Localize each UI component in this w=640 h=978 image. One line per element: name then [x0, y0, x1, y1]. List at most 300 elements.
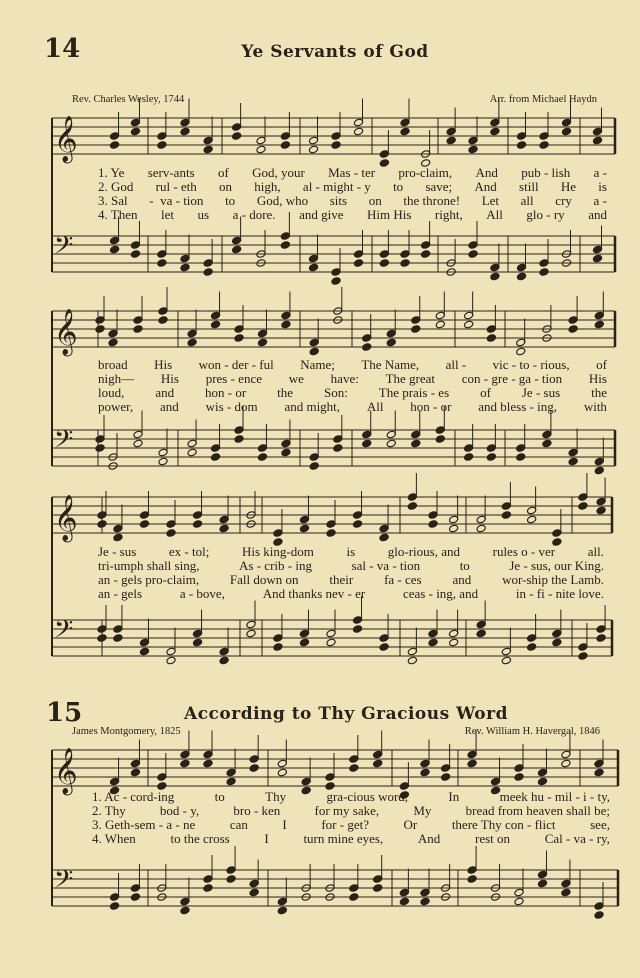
lyric-syllable: us — [197, 207, 210, 222]
verse-line-2 — [92, 804, 610, 818]
lyric-syllable: fa - ces — [384, 572, 422, 587]
lyric-syllable: wor-ship the Lamb. — [502, 572, 604, 587]
lyric-syllable: Je - sus, our King. — [509, 558, 604, 573]
note-head — [514, 773, 524, 782]
note-head — [157, 141, 167, 150]
note-head — [399, 897, 409, 906]
note-head — [352, 520, 362, 529]
lyric-syllable: an - gels pro-claim, — [98, 572, 200, 587]
lyric-syllable: His — [154, 357, 173, 372]
note-head — [411, 439, 421, 448]
lyric-syllable: Mas - ter — [328, 165, 376, 180]
verse-line-1 — [98, 545, 604, 559]
note-head — [352, 625, 362, 634]
lyric-syllable: an - gels — [98, 586, 143, 601]
note-head — [379, 643, 389, 652]
note-head — [157, 259, 167, 268]
note-head — [514, 897, 524, 906]
lyric-syllable: right, — [434, 207, 463, 222]
lyric-syllable: in - fi - nite love. — [515, 586, 604, 601]
lyric-syllable: 2. God — [98, 179, 134, 194]
note-head — [516, 272, 526, 281]
note-head — [594, 768, 604, 777]
lyrics-block — [92, 790, 610, 846]
lyrics-block — [98, 358, 607, 414]
note-head — [97, 520, 107, 529]
lyric-syllable: for - get? — [321, 817, 369, 832]
note-head — [108, 338, 118, 347]
note-head — [373, 759, 383, 768]
note-head — [539, 268, 549, 277]
lyric-syllable: and bless - ing, — [478, 399, 557, 414]
lyric-syllable: of — [217, 165, 229, 180]
note-head — [273, 643, 283, 652]
lyric-syllable: and — [160, 399, 179, 414]
note-head — [203, 884, 213, 893]
bass-clef-icon: 𝄢 — [54, 425, 74, 460]
lyric-syllable: Thy — [265, 789, 287, 804]
note-head — [379, 259, 389, 268]
verse-line-1 — [92, 790, 610, 804]
note-head — [277, 768, 287, 777]
note-head — [349, 764, 359, 773]
note-head — [280, 141, 290, 150]
note-head — [594, 466, 604, 475]
note-head — [561, 888, 571, 897]
note-head — [568, 325, 578, 334]
note-head — [187, 338, 197, 347]
lyric-syllable: hon - or — [205, 385, 247, 400]
note-head — [362, 439, 372, 448]
note-head — [95, 325, 105, 334]
note-head — [467, 759, 477, 768]
note-head — [234, 334, 244, 343]
lyric-syllable: high, — [254, 179, 281, 194]
lyric-syllable: rest on — [475, 831, 511, 846]
note-head — [326, 638, 336, 647]
lyric-syllable: Son: — [323, 385, 348, 400]
note-head — [95, 444, 105, 453]
verse-line-4 — [98, 400, 607, 414]
note-head — [400, 127, 410, 136]
lyric-syllable: of — [596, 357, 607, 372]
lyric-syllable: the throne! — [403, 193, 461, 208]
lyric-syllable: and — [155, 385, 175, 400]
lyric-syllable: Je - sus — [98, 544, 137, 559]
note-head — [308, 145, 318, 154]
note-head — [166, 529, 176, 538]
note-head — [420, 768, 430, 777]
note-head — [373, 884, 383, 893]
note-head — [219, 656, 229, 665]
lyric-syllable: vic - to - rious, — [492, 357, 570, 372]
note-head — [468, 250, 478, 259]
lyric-syllable: pro-claim, — [398, 165, 453, 180]
note-head — [516, 347, 526, 356]
note-head — [232, 245, 242, 254]
note-head — [257, 338, 267, 347]
note-head — [592, 136, 602, 145]
lyrics-block — [98, 166, 607, 222]
note-head — [192, 638, 202, 647]
lyric-syllable: a - — [593, 165, 607, 180]
lyric-syllable: His — [160, 371, 179, 386]
note-head — [596, 506, 606, 515]
note-head — [353, 127, 363, 136]
note-head — [333, 444, 343, 453]
verse-line-2 — [98, 372, 607, 386]
note-head — [299, 638, 309, 647]
verse-line-4 — [92, 832, 610, 846]
bass-clef-icon: 𝄢 — [54, 231, 74, 266]
lyric-syllable: pub - lish — [521, 165, 571, 180]
lyric-syllable: a - — [593, 193, 607, 208]
note-head — [486, 334, 496, 343]
lyric-syllable: sal - va - tion — [351, 558, 421, 573]
note-head — [476, 524, 486, 533]
note-head — [203, 145, 213, 154]
lyric-syllable: with — [583, 399, 607, 414]
note-head — [476, 629, 486, 638]
note-head — [113, 634, 123, 643]
note-head — [203, 759, 213, 768]
note-head — [109, 141, 119, 150]
lyric-syllable: their — [329, 572, 354, 587]
lyric-syllable: on — [219, 179, 233, 194]
note-head — [435, 435, 445, 444]
lyric-syllable: broad — [98, 357, 128, 372]
lyric-syllable: gra-cious word, — [326, 789, 409, 804]
lyric-syllable: Cal - va - ry, — [544, 831, 610, 846]
lyric-syllable: bread from heaven shall be; — [465, 803, 610, 818]
lyric-syllable: to the cross — [170, 831, 230, 846]
note-head — [468, 145, 478, 154]
lyric-syllable: Name; — [300, 357, 335, 372]
note-head — [249, 764, 259, 773]
note-head — [226, 777, 236, 786]
verse-line-3 — [92, 818, 610, 832]
note-head — [257, 453, 267, 462]
bass-clef-icon: 𝄢 — [54, 615, 74, 650]
note-head — [133, 439, 143, 448]
lyric-syllable: nigh— — [98, 371, 135, 386]
lyric-syllable: all — [520, 193, 534, 208]
lyric-syllable: is — [598, 179, 607, 194]
note-head — [256, 145, 266, 154]
note-head — [210, 453, 220, 462]
note-head — [187, 448, 197, 457]
lyric-syllable: to — [214, 789, 225, 804]
hymn-number: 14 — [44, 34, 81, 64]
lyric-syllable: ceas - ing, and — [403, 586, 479, 601]
note-head — [362, 343, 372, 352]
treble-clef-icon: 𝄞 — [54, 116, 78, 162]
lyric-syllable: is — [346, 544, 356, 559]
note-head — [331, 277, 341, 286]
treble-clef-icon: 𝄞 — [54, 309, 78, 355]
note-head — [281, 448, 291, 457]
lyric-syllable: and — [588, 207, 607, 222]
lyric-syllable: God, who — [256, 193, 309, 208]
note-head — [246, 629, 256, 638]
lyric-syllable: The great — [385, 371, 436, 386]
note-head — [113, 533, 123, 542]
note-head — [592, 254, 602, 263]
note-head — [232, 132, 242, 141]
lyric-syllable: 4. Then — [98, 207, 138, 222]
lyric-syllable: loud, — [98, 385, 125, 400]
lyric-syllable: save; — [425, 179, 453, 194]
note-head — [464, 320, 474, 329]
lyric-syllable: to — [225, 193, 236, 208]
words-credit: James Montgomery, 1825 — [72, 726, 181, 737]
note-head — [281, 320, 291, 329]
lyric-syllable: to — [459, 558, 470, 573]
lyric-syllable: still — [519, 179, 539, 194]
note-head — [226, 875, 236, 884]
verse-line-3 — [98, 386, 607, 400]
lyric-syllable: to — [393, 179, 404, 194]
note-head — [537, 777, 547, 786]
note-head — [407, 502, 417, 511]
note-head — [428, 520, 438, 529]
note-head — [308, 263, 318, 272]
note-head — [542, 439, 552, 448]
note-head — [349, 893, 359, 902]
note-head — [166, 656, 176, 665]
note-head — [203, 268, 213, 277]
lyric-syllable: His king-dom — [241, 544, 314, 559]
note-head — [133, 325, 143, 334]
lyric-syllable: As - crib - ing — [239, 558, 312, 573]
note-head — [234, 435, 244, 444]
note-head — [309, 347, 319, 356]
music-credit: Rev. William H. Havergal, 1846 — [464, 726, 600, 737]
lyric-syllable: And thanks nev - er — [262, 586, 366, 601]
note-head — [578, 502, 588, 511]
note-head — [353, 259, 363, 268]
lyric-syllable: on — [368, 193, 382, 208]
note-head — [326, 529, 336, 538]
note-head — [449, 524, 459, 533]
treble-clef-icon: 𝄞 — [54, 748, 78, 794]
note-head — [490, 127, 500, 136]
lyric-syllable: turn mine eyes, — [303, 831, 384, 846]
lyric-syllable: hon - or — [410, 399, 452, 414]
note-head — [428, 638, 438, 647]
lyric-syllable: 4. When — [92, 831, 136, 846]
note-head — [561, 759, 571, 768]
note-head — [568, 457, 578, 466]
note-head — [180, 759, 190, 768]
lyric-syllable: and — [452, 572, 472, 587]
lyric-syllable: bod - y, — [159, 803, 200, 818]
lyric-syllable: a - bove, — [179, 586, 225, 601]
note-head — [277, 906, 287, 915]
note-head — [435, 320, 445, 329]
note-head — [130, 250, 140, 259]
lyric-syllable: - va - tion — [149, 193, 204, 208]
treble-clef-icon: 𝄞 — [54, 495, 78, 541]
note-head — [407, 656, 417, 665]
lyric-syllable: 3. Sal — [98, 193, 128, 208]
hymn-number: 15 — [46, 698, 83, 728]
note-head — [486, 453, 496, 462]
lyric-syllable: glo-rious, and — [387, 544, 460, 559]
lyric-syllable: I — [264, 831, 269, 846]
lyric-syllable: 1. Ye — [98, 165, 125, 180]
bass-clef-icon: 𝄢 — [54, 865, 74, 900]
lyric-syllable: have: — [330, 371, 359, 386]
lyric-syllable: pres - ence — [205, 371, 262, 386]
note-head — [180, 263, 190, 272]
note-head — [180, 127, 190, 136]
note-head — [97, 634, 107, 643]
note-head — [192, 520, 202, 529]
note-head — [379, 533, 389, 542]
lyric-syllable: we — [288, 371, 304, 386]
lyrics-block — [98, 545, 604, 601]
verse-line-3 — [98, 573, 604, 587]
lyric-syllable: cry — [555, 193, 572, 208]
lyric-syllable: tri-umph shall sing, — [98, 558, 200, 573]
note-head — [420, 897, 430, 906]
lyric-syllable: and might, — [284, 399, 341, 414]
note-head — [501, 511, 511, 520]
note-head — [578, 652, 588, 661]
note-head — [516, 141, 526, 150]
note-head — [539, 141, 549, 150]
lyric-syllable: And — [474, 179, 497, 194]
lyric-syllable: All — [366, 399, 384, 414]
note-head — [309, 462, 319, 471]
note-head — [180, 906, 190, 915]
music-credit: Arr. from Michael Haydn — [489, 94, 597, 105]
note-head — [219, 524, 229, 533]
lyric-syllable: al - might - y — [302, 179, 371, 194]
note-head — [594, 911, 604, 920]
note-head — [596, 634, 606, 643]
note-head — [516, 453, 526, 462]
hymn-title: According to Thy Gracious Word — [184, 704, 508, 724]
note-head — [552, 638, 562, 647]
lyric-syllable: 3. Geth-sem - a - ne — [92, 817, 196, 832]
note-head — [400, 259, 410, 268]
verse-line-1 — [98, 358, 607, 372]
note-head — [386, 338, 396, 347]
note-head — [561, 127, 571, 136]
lyric-syllable: ex - tol; — [168, 544, 210, 559]
note-head — [594, 320, 604, 329]
lyric-syllable: He — [560, 179, 576, 194]
lyric-syllable: bro - ken — [233, 803, 281, 818]
lyric-syllable: can — [229, 817, 248, 832]
lyric-syllable: the — [591, 385, 607, 400]
lyric-syllable: And — [417, 831, 441, 846]
lyric-syllable: let — [161, 207, 174, 222]
lyric-syllable: Je - sus — [521, 385, 561, 400]
lyric-syllable: con - gre - ga - tion — [461, 371, 563, 386]
note-head — [411, 325, 421, 334]
verse-line-4 — [98, 587, 604, 601]
lyric-syllable: My — [413, 803, 432, 818]
lyric-syllable: of — [480, 385, 491, 400]
note-head — [386, 439, 396, 448]
lyric-syllable: All — [486, 207, 503, 222]
hymn-title: Ye Servants of God — [241, 42, 429, 62]
note-head — [130, 893, 140, 902]
lyric-syllable: Or — [403, 817, 418, 832]
note-head — [537, 879, 547, 888]
lyric-syllable: meek hu - mil - i - ty, — [499, 789, 610, 804]
lyric-syllable: for my sake, — [314, 803, 380, 818]
lyric-syllable: And — [475, 165, 498, 180]
lyric-syllable: The Name, — [361, 357, 420, 372]
note-head — [446, 136, 456, 145]
lyric-syllable: all - — [445, 357, 467, 372]
note-head — [527, 515, 537, 524]
note-head — [527, 643, 537, 652]
note-head — [449, 638, 459, 647]
lyric-syllable: rul - eth — [155, 179, 197, 194]
note-head — [109, 245, 119, 254]
verse-line-2 — [98, 559, 604, 573]
note-head — [421, 250, 431, 259]
lyric-syllable: a - dore. — [232, 207, 276, 222]
verse-line-2 — [98, 180, 607, 194]
lyric-syllable: In — [448, 789, 460, 804]
note-head — [158, 457, 168, 466]
lyric-syllable: wis - dom — [205, 399, 258, 414]
verse-line-1 — [98, 166, 607, 180]
note-head — [441, 773, 451, 782]
note-head — [464, 453, 474, 462]
note-head — [139, 647, 149, 656]
lyric-syllable: Let — [481, 193, 500, 208]
lyric-syllable: glo - ry — [526, 207, 565, 222]
lyric-syllable: see, — [590, 817, 610, 832]
lyric-syllable: and give — [299, 207, 344, 222]
lyric-syllable: the — [277, 385, 294, 400]
verse-line-3 — [98, 194, 607, 208]
note-head — [139, 520, 149, 529]
lyric-syllable: Him His — [366, 207, 412, 222]
note-head — [210, 320, 220, 329]
note-head — [158, 316, 168, 325]
lyric-syllable: rules o - ver — [492, 544, 556, 559]
lyric-syllable: power, — [98, 399, 134, 414]
lyric-syllable: His — [588, 371, 607, 386]
verse-line-4 — [98, 208, 607, 222]
lyric-syllable: I — [282, 817, 287, 832]
note-head — [501, 656, 511, 665]
lyric-syllable: 2. Thy — [92, 803, 126, 818]
note-head — [280, 241, 290, 250]
note-head — [249, 888, 259, 897]
lyric-syllable: sits — [329, 193, 348, 208]
note-head — [467, 875, 477, 884]
note-head — [109, 902, 119, 911]
lyric-syllable: serv-ants — [147, 165, 195, 180]
lyric-syllable: 1. Ac - cord-ing — [92, 789, 175, 804]
note-head — [130, 127, 140, 136]
lyric-syllable: Fall down on — [229, 572, 299, 587]
note-head — [331, 141, 341, 150]
note-head — [130, 768, 140, 777]
lyric-syllable: won - der - ful — [198, 357, 274, 372]
note-head — [490, 272, 500, 281]
note-head — [299, 524, 309, 533]
